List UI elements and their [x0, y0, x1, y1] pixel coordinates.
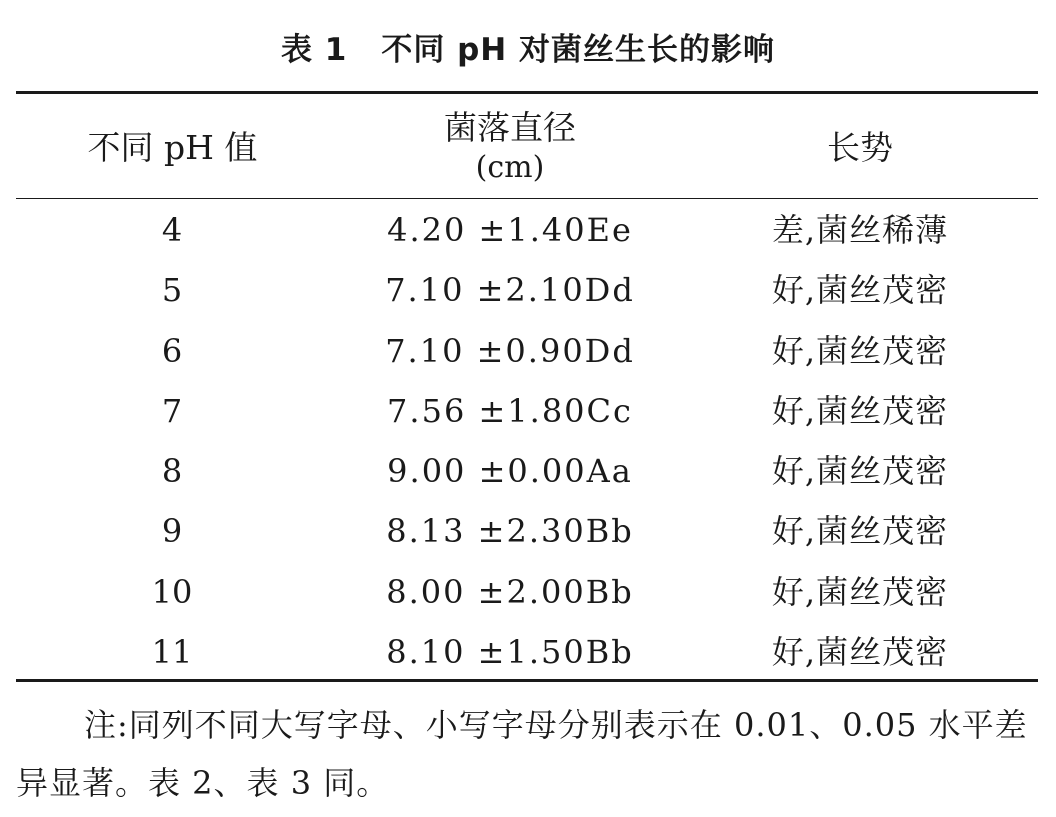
cell-ph: 8	[161, 452, 183, 491]
cell-diameter: 4.20 ±1.40Ee	[387, 211, 633, 249]
cell-ph: 5	[161, 271, 183, 310]
cell-ph: 9	[161, 512, 183, 551]
table-row	[0, 381, 1056, 441]
cell-growth: 好,菌丝茂密	[771, 452, 949, 491]
table-row	[0, 441, 1056, 501]
column-header-growth-label: 长势	[827, 128, 893, 167]
cell-diameter: 7.10 ±0.90Dd	[385, 331, 635, 370]
cell-ph: 11	[151, 633, 193, 672]
cell-growth: 好,菌丝茂密	[771, 633, 949, 672]
table-row	[0, 562, 1056, 622]
column-header-diameter	[360, 100, 660, 196]
cell-diameter: 8.00 ±2.00Bb	[386, 572, 634, 611]
cell-ph: 10	[151, 572, 193, 611]
table-header-rule	[16, 198, 1038, 199]
cell-growth: 好,菌丝茂密	[771, 391, 949, 430]
table-top-rule	[16, 91, 1038, 94]
table-row	[0, 501, 1056, 561]
cell-ph: 4	[161, 211, 183, 249]
table-number: 表 1	[280, 32, 348, 68]
table-row	[0, 622, 1056, 682]
cell-ph: 6	[161, 331, 183, 370]
cell-growth: 好,菌丝茂密	[771, 331, 949, 370]
column-header-ph	[50, 100, 295, 196]
table-bottom-rule	[16, 679, 1038, 682]
cell-growth: 好,菌丝茂密	[771, 271, 949, 310]
cell-diameter: 8.10 ±1.50Bb	[386, 633, 634, 672]
table-title	[0, 28, 1056, 72]
table-row	[0, 260, 1056, 320]
table-title-text: 不同 pH 对菌丝生长的影响	[381, 32, 776, 68]
cell-growth: 差,菌丝稀薄	[771, 211, 949, 249]
table-row	[0, 321, 1056, 381]
column-header-diameter-unit: (cm)	[475, 150, 545, 185]
column-header-diameter-label: 菌落直径	[444, 108, 576, 147]
column-header-ph-label: 不同 pH 值	[87, 128, 258, 167]
cell-diameter: 7.10 ±2.10Dd	[385, 271, 635, 310]
column-header-growth	[740, 100, 980, 196]
cell-ph: 7	[161, 391, 183, 430]
cell-growth: 好,菌丝茂密	[771, 572, 949, 611]
table-body	[0, 200, 1056, 682]
table-footnote: 注:同列不同大写字母、小写字母分别表示在 0.01、0.05 水平差异显著。表 2、表 3 同。	[16, 706, 1028, 802]
cell-diameter: 8.13 ±2.30Bb	[386, 512, 634, 551]
table-row	[0, 200, 1056, 260]
cell-diameter: 7.56 ±1.80Cc	[387, 391, 633, 430]
cell-growth: 好,菌丝茂密	[771, 512, 949, 551]
cell-diameter: 9.00 ±0.00Aa	[387, 452, 633, 491]
